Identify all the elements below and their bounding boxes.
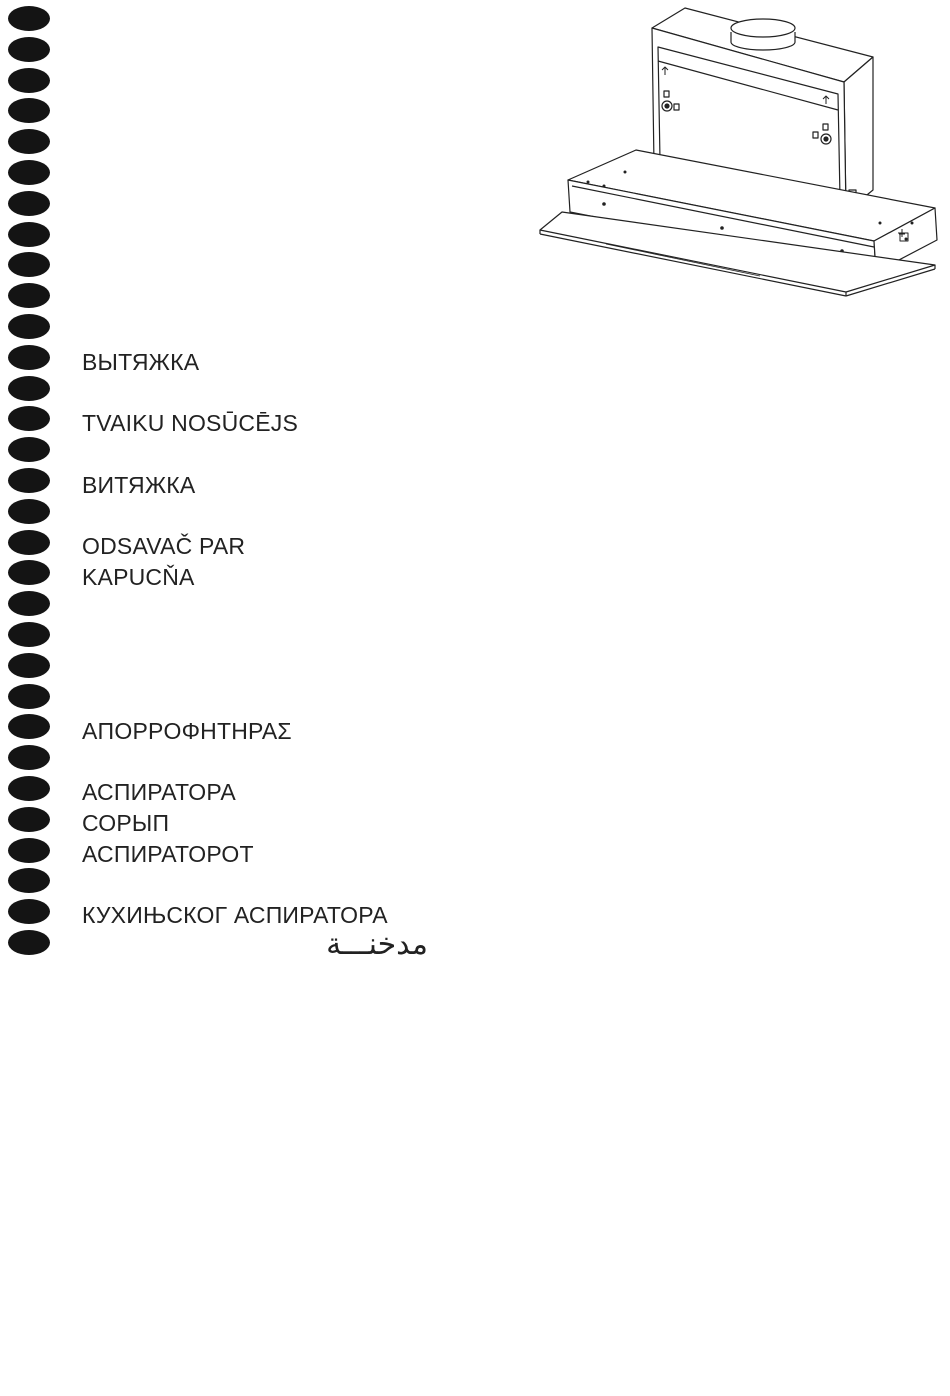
language-tab xyxy=(8,37,50,62)
language-tab xyxy=(8,437,50,462)
title-arabic: مدخنـــة xyxy=(326,927,428,962)
title-bulgarian: АСПИРАТОРА xyxy=(82,779,236,805)
language-tab xyxy=(8,653,50,678)
language-tab xyxy=(8,560,50,585)
language-tab xyxy=(8,776,50,801)
language-tab xyxy=(8,714,50,739)
title-serbian: КУХИЊСКОГ АСПИРАТОРА xyxy=(82,902,388,928)
language-tab xyxy=(8,899,50,924)
language-tab xyxy=(8,684,50,709)
title-ukrainian: ВИТЯЖКА xyxy=(82,472,196,498)
language-tab xyxy=(8,591,50,616)
language-tab xyxy=(8,838,50,863)
language-tab xyxy=(8,745,50,770)
language-tab xyxy=(8,930,50,955)
title-greek: ΑΠΟΡΡΟΦΗΤΗΡΑΣ xyxy=(82,718,292,744)
language-tab xyxy=(8,68,50,93)
language-tab xyxy=(8,283,50,308)
language-tab xyxy=(8,406,50,431)
language-tab xyxy=(8,499,50,524)
title-kazakh: СОРЫП xyxy=(82,810,170,836)
language-tab xyxy=(8,191,50,216)
language-tab xyxy=(8,6,50,31)
title-russian: ВЫТЯЖКА xyxy=(82,349,200,375)
language-tab xyxy=(8,807,50,832)
title-latvian: TVAIKU NOSŪCĒJS xyxy=(82,410,298,436)
title-macedonian: АСПИРАТОРОТ xyxy=(82,841,254,867)
language-tab xyxy=(8,129,50,154)
cooker-hood-line-drawing-icon xyxy=(535,2,945,298)
title-czech: KAPUCŇA xyxy=(82,564,195,590)
language-tab xyxy=(8,468,50,493)
language-tab-strip xyxy=(8,0,52,960)
language-tab xyxy=(8,345,50,370)
language-tab xyxy=(8,376,50,401)
language-tab xyxy=(8,222,50,247)
language-tab xyxy=(8,160,50,185)
language-tab xyxy=(8,98,50,123)
language-tab xyxy=(8,622,50,647)
language-tab xyxy=(8,868,50,893)
language-tab xyxy=(8,314,50,339)
language-tab xyxy=(8,252,50,277)
title-slovak: ODSAVAČ PAR xyxy=(82,533,246,559)
language-tab xyxy=(8,530,50,555)
